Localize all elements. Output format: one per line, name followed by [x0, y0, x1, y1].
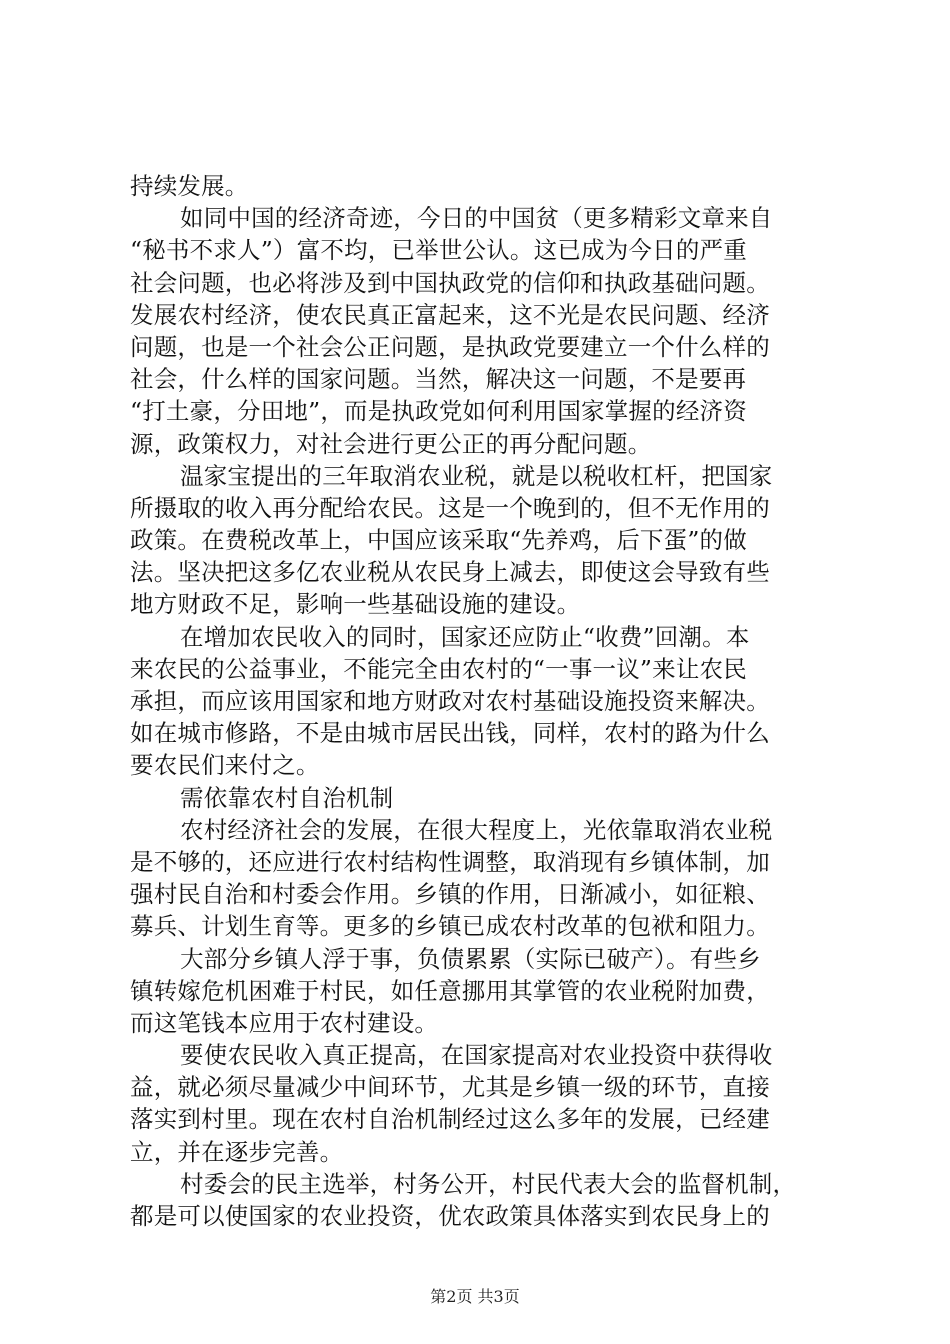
- text-line: 要使农民收入真正提高，在国家提高对农业投资中获得收: [180, 1041, 773, 1070]
- text-line: 是不够的，还应进行农村结构性调整，取消现有乡镇体制，加: [130, 847, 770, 876]
- text-line: 益，就必须尽量减少中间环节，尤其是乡镇一级的环节，直接: [130, 1073, 770, 1102]
- text-line: 镇转嫁危机困难于村民，如任意挪用其掌管的农业税附加费，: [130, 976, 770, 1005]
- document-body: [130, 170, 830, 1232]
- text-line: 农村经济社会的发展，在很大程度上，光依靠取消农业税: [180, 815, 773, 844]
- text-line: 承担，而应该用国家和地方财政对农村基础设施投资来解决。: [130, 687, 770, 715]
- text-line: 要农民们来付之。: [130, 751, 320, 780]
- text-line: “秘书不求人”）富不均，已举世公认。这已成为今日的严重: [130, 236, 747, 265]
- text-line: 都是可以使国家的农业投资，优农政策具体落实到农民身上的: [130, 1202, 770, 1230]
- text-line: “打土豪，分田地”，而是执政党如何利用国家掌握的经济资: [130, 397, 747, 426]
- text-line: 立，并在逐步完善。: [130, 1137, 344, 1166]
- text-line: 强村民自治和村委会作用。乡镇的作用，日渐减小，如征粮、: [130, 880, 770, 909]
- text-line: 如在城市修路，不是由城市居民出钱，同样，农村的路为什么: [130, 719, 770, 748]
- page-footer: 第2页 共3页: [430, 1287, 520, 1306]
- text-line: 在增加农民收入的同时，国家还应防止“收费”回潮。本: [180, 622, 750, 651]
- text-line: 地方财政不足，影响一些基础设施的建设。: [130, 590, 581, 619]
- text-line: 社会，什么样的国家问题。当然，解决这一问题，不是要再: [130, 365, 747, 394]
- text-line: 落实到村里。现在农村自治机制经过这么多年的发展，已经建: [130, 1105, 770, 1134]
- text-line: 大部分乡镇人浮于事，负债累累（实际已破产）。有些乡: [180, 944, 761, 973]
- text-line: 村委会的民主选举，村务公开，村民代表大会的监督机制，: [180, 1169, 797, 1198]
- text-line: 法。坚决把这多亿农业税从农民身上减去，即使这会导致有些: [130, 558, 770, 587]
- text-line: 来农民的公益事业，不能完全由农村的“一事一议”来让农民: [130, 654, 747, 683]
- text-line: 持续发展。: [130, 172, 249, 200]
- text-line: 政策。在费税改革上，中国应该采取“先养鸡，后下蛋”的做: [130, 526, 747, 555]
- text-line: 而这笔钱本应用于农村建设。: [130, 1008, 439, 1037]
- text-line: 温家宝提出的三年取消农业税，就是以税收杠杆，把国家: [180, 461, 773, 490]
- text-line: 发展农村经济，使农民真正富起来，这不光是农民问题、经济: [130, 300, 770, 329]
- text-line: 源，政策权力，对社会进行更公正的再分配问题。: [130, 429, 652, 458]
- text-line: 社会问题，也必将涉及到中国执政党的信仰和执政基础问题。: [130, 268, 770, 297]
- text-line: 需依靠农村自治机制: [180, 783, 394, 812]
- text-line: 募兵、计划生育等。更多的乡镇已成农村改革的包袱和阻力。: [130, 912, 770, 941]
- text-line: 所摄取的收入再分配给农民。这是一个晚到的，但不无作用的: [130, 493, 770, 522]
- text-line: 问题，也是一个社会公正问题，是执政党要建立一个什么样的: [130, 332, 770, 361]
- text-line: 如同中国的经济奇迹，今日的中国贫（更多精彩文章来自: [180, 204, 773, 233]
